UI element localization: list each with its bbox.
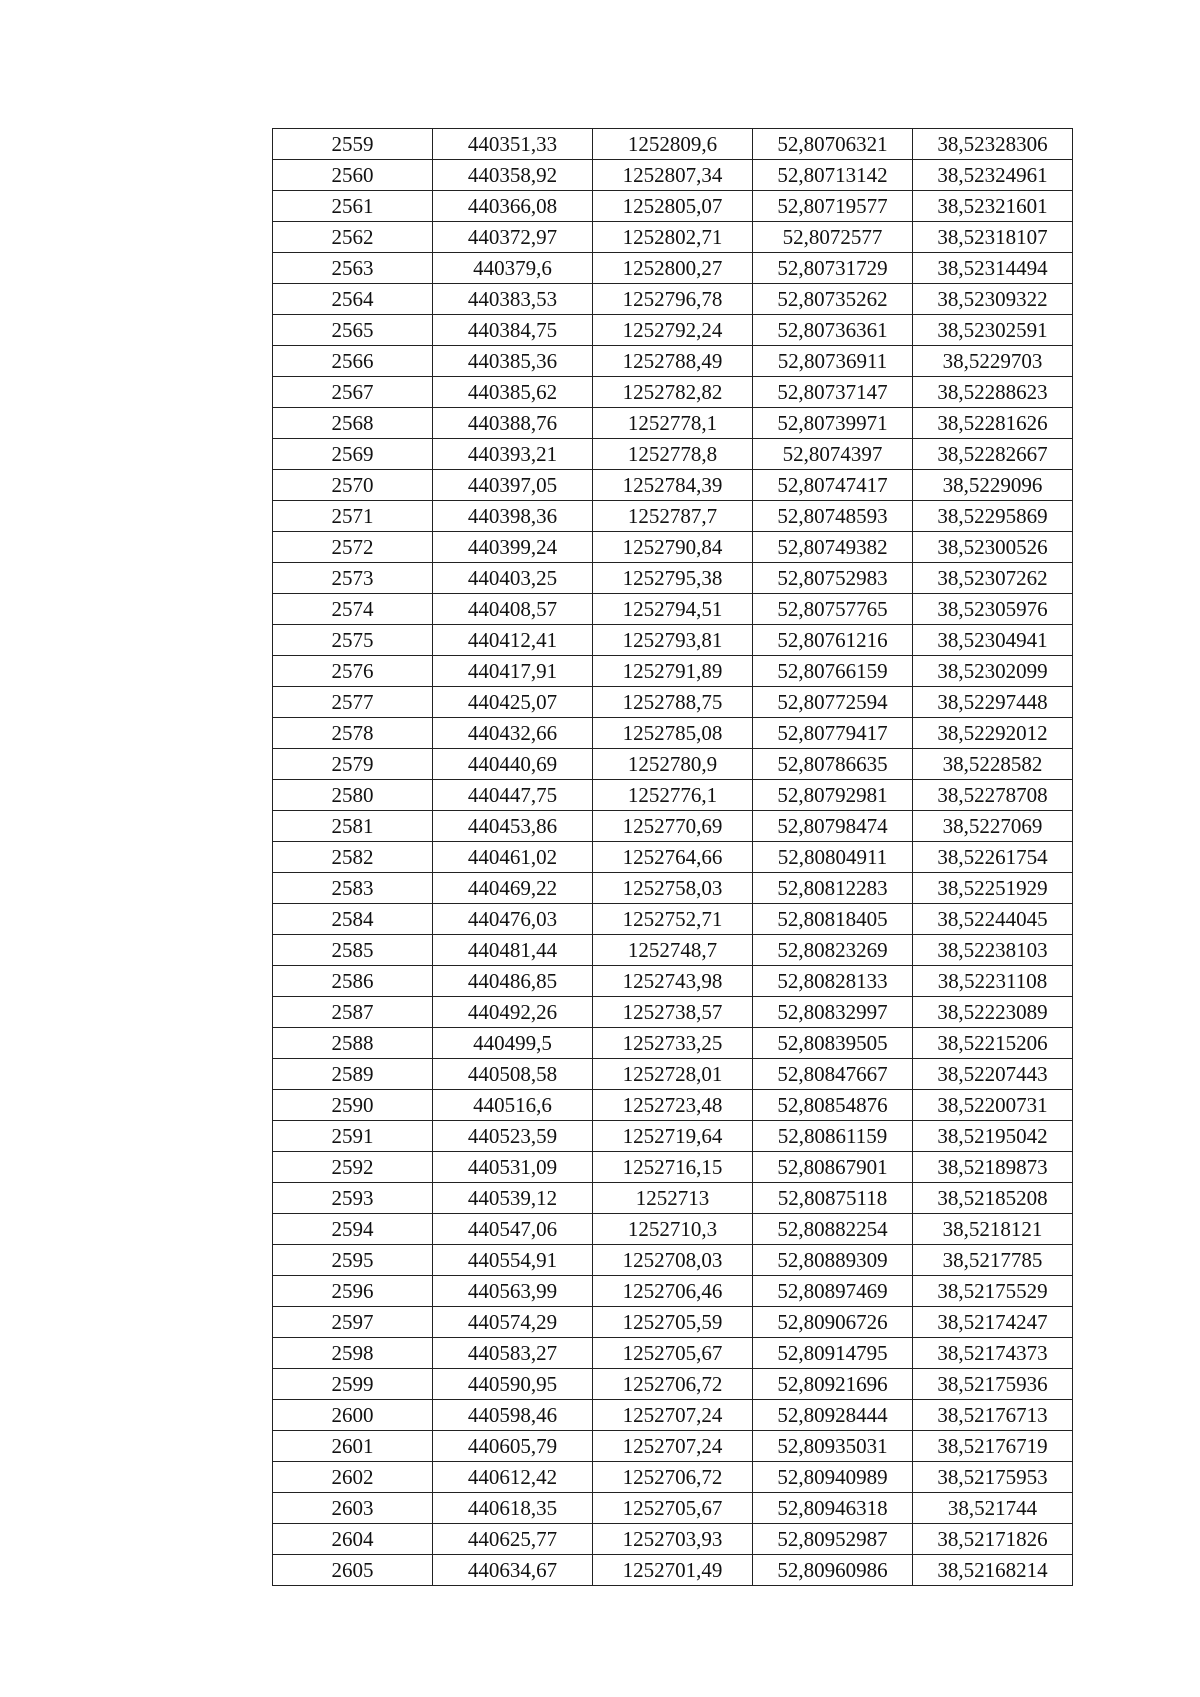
- y-coordinate-cell: 1252707,24: [593, 1431, 753, 1462]
- point-number-cell: 2568: [273, 408, 433, 439]
- longitude-cell: 38,52176719: [913, 1431, 1073, 1462]
- table-row: [273, 129, 1073, 160]
- y-coordinate-cell: 1252708,03: [593, 1245, 753, 1276]
- y-coordinate-cell: 1252706,72: [593, 1369, 753, 1400]
- longitude-cell: 38,5218121: [913, 1214, 1073, 1245]
- x-coordinate-cell: 440605,79: [433, 1431, 593, 1462]
- longitude-cell: 38,52175953: [913, 1462, 1073, 1493]
- longitude-cell: 38,52281626: [913, 408, 1073, 439]
- point-number-cell: 2592: [273, 1152, 433, 1183]
- latitude-cell: 52,80757765: [753, 594, 913, 625]
- x-coordinate-cell: 440598,46: [433, 1400, 593, 1431]
- longitude-cell: 38,52324961: [913, 160, 1073, 191]
- latitude-cell: 52,80719577: [753, 191, 913, 222]
- latitude-cell: 52,80906726: [753, 1307, 913, 1338]
- table-row: [273, 749, 1073, 780]
- latitude-cell: 52,8074397: [753, 439, 913, 470]
- longitude-cell: 38,52215206: [913, 1028, 1073, 1059]
- x-coordinate-cell: 440393,21: [433, 439, 593, 470]
- table-row: [273, 656, 1073, 687]
- latitude-cell: 52,80847667: [753, 1059, 913, 1090]
- y-coordinate-cell: 1252728,01: [593, 1059, 753, 1090]
- longitude-cell: 38,52176713: [913, 1400, 1073, 1431]
- latitude-cell: 52,80818405: [753, 904, 913, 935]
- table-row: [273, 563, 1073, 594]
- longitude-cell: 38,52244045: [913, 904, 1073, 935]
- latitude-cell: 52,80921696: [753, 1369, 913, 1400]
- x-coordinate-cell: 440539,12: [433, 1183, 593, 1214]
- latitude-cell: 52,80946318: [753, 1493, 913, 1524]
- y-coordinate-cell: 1252764,66: [593, 842, 753, 873]
- y-coordinate-cell: 1252752,71: [593, 904, 753, 935]
- y-coordinate-cell: 1252790,84: [593, 532, 753, 563]
- point-number-cell: 2561: [273, 191, 433, 222]
- longitude-cell: 38,52189873: [913, 1152, 1073, 1183]
- longitude-cell: 38,52305976: [913, 594, 1073, 625]
- y-coordinate-cell: 1252706,46: [593, 1276, 753, 1307]
- longitude-cell: 38,52318107: [913, 222, 1073, 253]
- x-coordinate-cell: 440583,27: [433, 1338, 593, 1369]
- y-coordinate-cell: 1252787,7: [593, 501, 753, 532]
- x-coordinate-cell: 440403,25: [433, 563, 593, 594]
- point-number-cell: 2604: [273, 1524, 433, 1555]
- x-coordinate-cell: 440379,6: [433, 253, 593, 284]
- table-row: [273, 1431, 1073, 1462]
- point-number-cell: 2595: [273, 1245, 433, 1276]
- latitude-cell: 52,80889309: [753, 1245, 913, 1276]
- point-number-cell: 2563: [273, 253, 433, 284]
- table-row: [273, 1152, 1073, 1183]
- y-coordinate-cell: 1252748,7: [593, 935, 753, 966]
- point-number-cell: 2569: [273, 439, 433, 470]
- longitude-cell: 38,52185208: [913, 1183, 1073, 1214]
- x-coordinate-cell: 440574,29: [433, 1307, 593, 1338]
- y-coordinate-cell: 1252807,34: [593, 160, 753, 191]
- table-row: [273, 1555, 1073, 1586]
- x-coordinate-cell: 440486,85: [433, 966, 593, 997]
- table-row: [273, 873, 1073, 904]
- x-coordinate-cell: 440351,33: [433, 129, 593, 160]
- longitude-cell: 38,52168214: [913, 1555, 1073, 1586]
- table-row: [273, 811, 1073, 842]
- y-coordinate-cell: 1252716,15: [593, 1152, 753, 1183]
- y-coordinate-cell: 1252713: [593, 1183, 753, 1214]
- latitude-cell: 52,80861159: [753, 1121, 913, 1152]
- longitude-cell: 38,52309322: [913, 284, 1073, 315]
- table-row: [273, 191, 1073, 222]
- longitude-cell: 38,52300526: [913, 532, 1073, 563]
- longitude-cell: 38,5229703: [913, 346, 1073, 377]
- table-row: [273, 160, 1073, 191]
- x-coordinate-cell: 440508,58: [433, 1059, 593, 1090]
- y-coordinate-cell: 1252788,49: [593, 346, 753, 377]
- table-row: [273, 718, 1073, 749]
- x-coordinate-cell: 440554,91: [433, 1245, 593, 1276]
- longitude-cell: 38,52195042: [913, 1121, 1073, 1152]
- point-number-cell: 2602: [273, 1462, 433, 1493]
- table-row: [273, 780, 1073, 811]
- latitude-cell: 52,80736911: [753, 346, 913, 377]
- y-coordinate-cell: 1252743,98: [593, 966, 753, 997]
- latitude-cell: 52,80804911: [753, 842, 913, 873]
- x-coordinate-cell: 440447,75: [433, 780, 593, 811]
- latitude-cell: 52,80828133: [753, 966, 913, 997]
- coordinates-table: [272, 128, 1073, 1586]
- point-number-cell: 2583: [273, 873, 433, 904]
- point-number-cell: 2572: [273, 532, 433, 563]
- table-row: [273, 904, 1073, 935]
- y-coordinate-cell: 1252788,75: [593, 687, 753, 718]
- point-number-cell: 2582: [273, 842, 433, 873]
- x-coordinate-cell: 440516,6: [433, 1090, 593, 1121]
- table-row: [273, 346, 1073, 377]
- longitude-cell: 38,521744: [913, 1493, 1073, 1524]
- longitude-cell: 38,52207443: [913, 1059, 1073, 1090]
- x-coordinate-cell: 440531,09: [433, 1152, 593, 1183]
- table-row: [273, 1524, 1073, 1555]
- point-number-cell: 2603: [273, 1493, 433, 1524]
- longitude-cell: 38,5229096: [913, 470, 1073, 501]
- point-number-cell: 2587: [273, 997, 433, 1028]
- point-number-cell: 2585: [273, 935, 433, 966]
- latitude-cell: 52,8072577: [753, 222, 913, 253]
- x-coordinate-cell: 440366,08: [433, 191, 593, 222]
- table-row: [273, 966, 1073, 997]
- point-number-cell: 2605: [273, 1555, 433, 1586]
- table-row: [273, 1276, 1073, 1307]
- latitude-cell: 52,80798474: [753, 811, 913, 842]
- table-row: [273, 315, 1073, 346]
- x-coordinate-cell: 440432,66: [433, 718, 593, 749]
- x-coordinate-cell: 440625,77: [433, 1524, 593, 1555]
- x-coordinate-cell: 440399,24: [433, 532, 593, 563]
- latitude-cell: 52,80761216: [753, 625, 913, 656]
- point-number-cell: 2593: [273, 1183, 433, 1214]
- point-number-cell: 2574: [273, 594, 433, 625]
- x-coordinate-cell: 440612,42: [433, 1462, 593, 1493]
- x-coordinate-cell: 440523,59: [433, 1121, 593, 1152]
- y-coordinate-cell: 1252805,07: [593, 191, 753, 222]
- latitude-cell: 52,80832997: [753, 997, 913, 1028]
- latitude-cell: 52,80737147: [753, 377, 913, 408]
- y-coordinate-cell: 1252701,49: [593, 1555, 753, 1586]
- latitude-cell: 52,80786635: [753, 749, 913, 780]
- latitude-cell: 52,80735262: [753, 284, 913, 315]
- table-row: [273, 594, 1073, 625]
- longitude-cell: 38,52200731: [913, 1090, 1073, 1121]
- x-coordinate-cell: 440590,95: [433, 1369, 593, 1400]
- y-coordinate-cell: 1252809,6: [593, 129, 753, 160]
- point-number-cell: 2590: [273, 1090, 433, 1121]
- longitude-cell: 38,52171826: [913, 1524, 1073, 1555]
- y-coordinate-cell: 1252784,39: [593, 470, 753, 501]
- latitude-cell: 52,80749382: [753, 532, 913, 563]
- table-row: [273, 1214, 1073, 1245]
- latitude-cell: 52,80928444: [753, 1400, 913, 1431]
- y-coordinate-cell: 1252785,08: [593, 718, 753, 749]
- longitude-cell: 38,52251929: [913, 873, 1073, 904]
- point-number-cell: 2577: [273, 687, 433, 718]
- y-coordinate-cell: 1252719,64: [593, 1121, 753, 1152]
- point-number-cell: 2570: [273, 470, 433, 501]
- point-number-cell: 2594: [273, 1214, 433, 1245]
- y-coordinate-cell: 1252758,03: [593, 873, 753, 904]
- latitude-cell: 52,80766159: [753, 656, 913, 687]
- point-number-cell: 2597: [273, 1307, 433, 1338]
- table-row: [273, 1183, 1073, 1214]
- table-row: [273, 1369, 1073, 1400]
- y-coordinate-cell: 1252706,72: [593, 1462, 753, 1493]
- table-row: [273, 284, 1073, 315]
- latitude-cell: 52,80736361: [753, 315, 913, 346]
- table-row: [273, 439, 1073, 470]
- table-row: [273, 1090, 1073, 1121]
- longitude-cell: 38,52278708: [913, 780, 1073, 811]
- latitude-cell: 52,80823269: [753, 935, 913, 966]
- longitude-cell: 38,52174373: [913, 1338, 1073, 1369]
- x-coordinate-cell: 440384,75: [433, 315, 593, 346]
- latitude-cell: 52,80792981: [753, 780, 913, 811]
- point-number-cell: 2586: [273, 966, 433, 997]
- latitude-cell: 52,80713142: [753, 160, 913, 191]
- point-number-cell: 2560: [273, 160, 433, 191]
- longitude-cell: 38,52307262: [913, 563, 1073, 594]
- longitude-cell: 38,52223089: [913, 997, 1073, 1028]
- x-coordinate-cell: 440408,57: [433, 594, 593, 625]
- point-number-cell: 2559: [273, 129, 433, 160]
- point-number-cell: 2588: [273, 1028, 433, 1059]
- x-coordinate-cell: 440412,41: [433, 625, 593, 656]
- point-number-cell: 2584: [273, 904, 433, 935]
- latitude-cell: 52,80748593: [753, 501, 913, 532]
- x-coordinate-cell: 440547,06: [433, 1214, 593, 1245]
- x-coordinate-cell: 440476,03: [433, 904, 593, 935]
- x-coordinate-cell: 440385,62: [433, 377, 593, 408]
- y-coordinate-cell: 1252778,8: [593, 439, 753, 470]
- longitude-cell: 38,52314494: [913, 253, 1073, 284]
- table-row: [273, 935, 1073, 966]
- longitude-cell: 38,52328306: [913, 129, 1073, 160]
- latitude-cell: 52,80706321: [753, 129, 913, 160]
- x-coordinate-cell: 440453,86: [433, 811, 593, 842]
- table-row: [273, 1028, 1073, 1059]
- table-row: [273, 408, 1073, 439]
- latitude-cell: 52,80752983: [753, 563, 913, 594]
- longitude-cell: 38,52292012: [913, 718, 1073, 749]
- point-number-cell: 2575: [273, 625, 433, 656]
- x-coordinate-cell: 440385,36: [433, 346, 593, 377]
- table-row: [273, 253, 1073, 284]
- latitude-cell: 52,80867901: [753, 1152, 913, 1183]
- y-coordinate-cell: 1252710,3: [593, 1214, 753, 1245]
- table-row: [273, 222, 1073, 253]
- latitude-cell: 52,80739971: [753, 408, 913, 439]
- table-row: [273, 377, 1073, 408]
- point-number-cell: 2591: [273, 1121, 433, 1152]
- table-body: [273, 129, 1073, 1586]
- y-coordinate-cell: 1252770,69: [593, 811, 753, 842]
- latitude-cell: 52,80772594: [753, 687, 913, 718]
- y-coordinate-cell: 1252703,93: [593, 1524, 753, 1555]
- x-coordinate-cell: 440461,02: [433, 842, 593, 873]
- y-coordinate-cell: 1252791,89: [593, 656, 753, 687]
- point-number-cell: 2566: [273, 346, 433, 377]
- x-coordinate-cell: 440634,67: [433, 1555, 593, 1586]
- x-coordinate-cell: 440425,07: [433, 687, 593, 718]
- point-number-cell: 2576: [273, 656, 433, 687]
- x-coordinate-cell: 440388,76: [433, 408, 593, 439]
- latitude-cell: 52,80935031: [753, 1431, 913, 1462]
- table-row: [273, 1338, 1073, 1369]
- latitude-cell: 52,80952987: [753, 1524, 913, 1555]
- x-coordinate-cell: 440417,91: [433, 656, 593, 687]
- point-number-cell: 2599: [273, 1369, 433, 1400]
- y-coordinate-cell: 1252733,25: [593, 1028, 753, 1059]
- table-row: [273, 1121, 1073, 1152]
- point-number-cell: 2573: [273, 563, 433, 594]
- point-number-cell: 2564: [273, 284, 433, 315]
- y-coordinate-cell: 1252782,82: [593, 377, 753, 408]
- x-coordinate-cell: 440481,44: [433, 935, 593, 966]
- table-row: [273, 997, 1073, 1028]
- longitude-cell: 38,52174247: [913, 1307, 1073, 1338]
- longitude-cell: 38,52175936: [913, 1369, 1073, 1400]
- y-coordinate-cell: 1252796,78: [593, 284, 753, 315]
- table-row: [273, 1493, 1073, 1524]
- longitude-cell: 38,52238103: [913, 935, 1073, 966]
- point-number-cell: 2600: [273, 1400, 433, 1431]
- y-coordinate-cell: 1252705,59: [593, 1307, 753, 1338]
- x-coordinate-cell: 440618,35: [433, 1493, 593, 1524]
- longitude-cell: 38,52302099: [913, 656, 1073, 687]
- longitude-cell: 38,5217785: [913, 1245, 1073, 1276]
- longitude-cell: 38,5227069: [913, 811, 1073, 842]
- point-number-cell: 2571: [273, 501, 433, 532]
- point-number-cell: 2567: [273, 377, 433, 408]
- y-coordinate-cell: 1252738,57: [593, 997, 753, 1028]
- table-row: [273, 687, 1073, 718]
- table-row: [273, 842, 1073, 873]
- longitude-cell: 38,52297448: [913, 687, 1073, 718]
- point-number-cell: 2580: [273, 780, 433, 811]
- y-coordinate-cell: 1252705,67: [593, 1493, 753, 1524]
- table-row: [273, 1400, 1073, 1431]
- table-row: [273, 501, 1073, 532]
- point-number-cell: 2589: [273, 1059, 433, 1090]
- latitude-cell: 52,80731729: [753, 253, 913, 284]
- y-coordinate-cell: 1252723,48: [593, 1090, 753, 1121]
- table-row: [273, 1059, 1073, 1090]
- longitude-cell: 38,52282667: [913, 439, 1073, 470]
- latitude-cell: 52,80779417: [753, 718, 913, 749]
- y-coordinate-cell: 1252778,1: [593, 408, 753, 439]
- latitude-cell: 52,80839505: [753, 1028, 913, 1059]
- y-coordinate-cell: 1252792,24: [593, 315, 753, 346]
- point-number-cell: 2579: [273, 749, 433, 780]
- y-coordinate-cell: 1252705,67: [593, 1338, 753, 1369]
- point-number-cell: 2565: [273, 315, 433, 346]
- latitude-cell: 52,80897469: [753, 1276, 913, 1307]
- y-coordinate-cell: 1252793,81: [593, 625, 753, 656]
- latitude-cell: 52,80960986: [753, 1555, 913, 1586]
- table-row: [273, 1462, 1073, 1493]
- x-coordinate-cell: 440372,97: [433, 222, 593, 253]
- point-number-cell: 2562: [273, 222, 433, 253]
- x-coordinate-cell: 440469,22: [433, 873, 593, 904]
- longitude-cell: 38,52288623: [913, 377, 1073, 408]
- longitude-cell: 38,52295869: [913, 501, 1073, 532]
- point-number-cell: 2598: [273, 1338, 433, 1369]
- x-coordinate-cell: 440398,36: [433, 501, 593, 532]
- x-coordinate-cell: 440383,53: [433, 284, 593, 315]
- y-coordinate-cell: 1252780,9: [593, 749, 753, 780]
- latitude-cell: 52,80854876: [753, 1090, 913, 1121]
- longitude-cell: 38,52175529: [913, 1276, 1073, 1307]
- longitude-cell: 38,52321601: [913, 191, 1073, 222]
- y-coordinate-cell: 1252707,24: [593, 1400, 753, 1431]
- table-row: [273, 625, 1073, 656]
- point-number-cell: 2601: [273, 1431, 433, 1462]
- longitude-cell: 38,52304941: [913, 625, 1073, 656]
- y-coordinate-cell: 1252802,71: [593, 222, 753, 253]
- latitude-cell: 52,80914795: [753, 1338, 913, 1369]
- longitude-cell: 38,5228582: [913, 749, 1073, 780]
- latitude-cell: 52,80940989: [753, 1462, 913, 1493]
- y-coordinate-cell: 1252795,38: [593, 563, 753, 594]
- y-coordinate-cell: 1252800,27: [593, 253, 753, 284]
- y-coordinate-cell: 1252794,51: [593, 594, 753, 625]
- latitude-cell: 52,80812283: [753, 873, 913, 904]
- longitude-cell: 38,52231108: [913, 966, 1073, 997]
- point-number-cell: 2578: [273, 718, 433, 749]
- table-row: [273, 1245, 1073, 1276]
- latitude-cell: 52,80875118: [753, 1183, 913, 1214]
- table-row: [273, 532, 1073, 563]
- latitude-cell: 52,80747417: [753, 470, 913, 501]
- point-number-cell: 2596: [273, 1276, 433, 1307]
- longitude-cell: 38,52261754: [913, 842, 1073, 873]
- x-coordinate-cell: 440440,69: [433, 749, 593, 780]
- table-row: [273, 470, 1073, 501]
- y-coordinate-cell: 1252776,1: [593, 780, 753, 811]
- x-coordinate-cell: 440499,5: [433, 1028, 593, 1059]
- latitude-cell: 52,80882254: [753, 1214, 913, 1245]
- x-coordinate-cell: 440397,05: [433, 470, 593, 501]
- x-coordinate-cell: 440492,26: [433, 997, 593, 1028]
- table-row: [273, 1307, 1073, 1338]
- x-coordinate-cell: 440563,99: [433, 1276, 593, 1307]
- point-number-cell: 2581: [273, 811, 433, 842]
- longitude-cell: 38,52302591: [913, 315, 1073, 346]
- x-coordinate-cell: 440358,92: [433, 160, 593, 191]
